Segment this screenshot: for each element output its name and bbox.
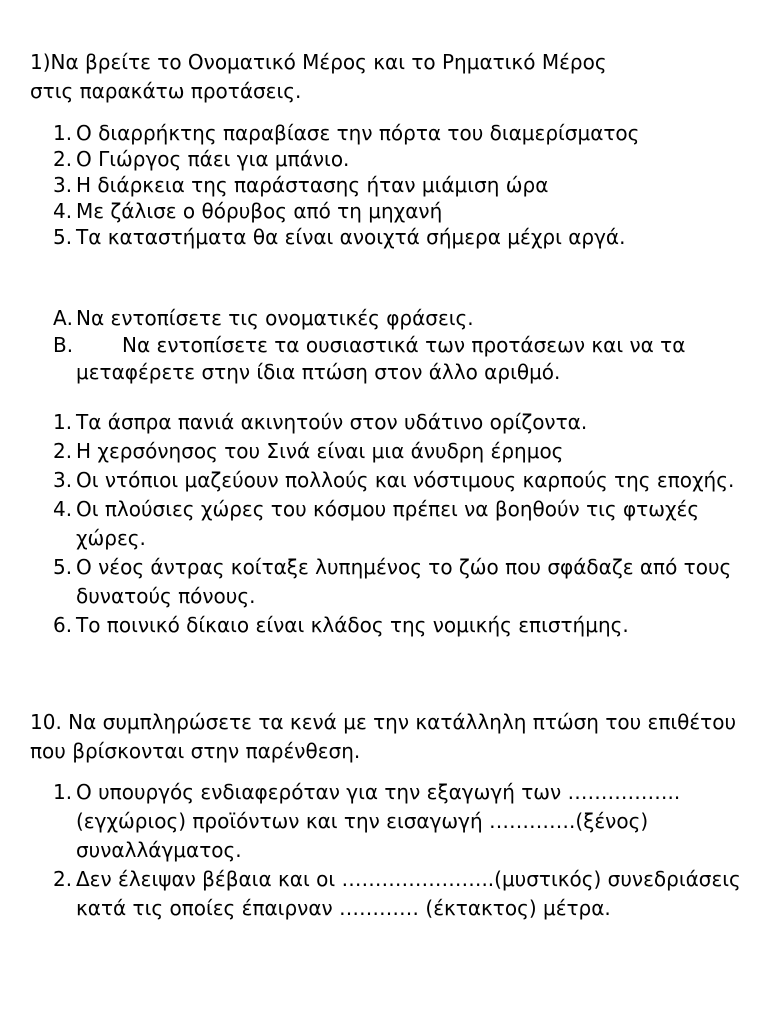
exercise-1-sentence-list: [53, 120, 745, 250]
list-item: [53, 611, 745, 640]
task-b-text: Να εντοπίσετε τα ουσιαστικά των προτάσεων και να τα μεταφέρετε στην ίδια πτώση στον άλλο αριθμό.: [76, 333, 686, 384]
item-number: 3.: [53, 173, 73, 197]
list-item: [53, 120, 745, 146]
task-a-letter: Α.: [53, 306, 74, 330]
exercise-1-instruction-line2: στις παρακάτω προτάσεις.: [30, 79, 302, 103]
item-number: 1.: [53, 410, 73, 434]
list-item: [53, 466, 745, 495]
item-number: 2.: [53, 867, 73, 891]
list-item: [53, 865, 745, 923]
list-item: [53, 146, 745, 172]
item-number: 3.: [53, 468, 73, 492]
item-text: Οι ντόπιοι μαζεύουν πολλούς και νόστιμους καρπούς της εποχής.: [76, 468, 735, 492]
item-text: Ο Γιώργος πάει για μπάνιο.: [76, 147, 350, 171]
exercise-3-instruction: 10. Να συμπληρώσετε τα κενά με την κατάλληλη πτώση του επιθέτου που βρίσκονται στην παρένθεση.: [30, 710, 737, 763]
task-a-text: Να εντοπίσετε τις ονοματικές φράσεις.: [76, 306, 474, 330]
list-item: [53, 198, 745, 224]
item-number: 4.: [53, 199, 73, 223]
exercise-2-sentence-list: [53, 408, 745, 640]
exercise-3-sentence-list: [53, 778, 745, 923]
item-text: Δεν έλειψαν βέβαια και οι …………………..(μυστικός) συνεδριάσεις κατά τις οποίες έπαιρναν ………… (έκτακτος) μέτρα.: [76, 867, 741, 920]
item-text: Ο διαρρήκτης παραβίασε την πόρτα του διαμερίσματος: [76, 121, 640, 145]
item-number: 5.: [53, 555, 73, 579]
item-text: Η διάρκεια της παράστασης ήταν μιάμιση ώρα: [76, 173, 549, 197]
item-text: Ο υπουργός ενδιαφερόταν για την εξαγωγή των ……………..(εγχώριος) προϊόντων και την εισαγωγή ………….(ξένος) συναλλάγματος.: [76, 780, 681, 862]
item-text: Με ζάλισε ο θόρυβος από τη μηχανή: [76, 199, 443, 223]
exercise-1-instruction-line1: 1)Να βρείτε το Ονοματικό Μέρος και το Ρηματικό Μέρος: [30, 50, 607, 74]
item-text: Τα άσπρα πανιά ακινητούν στον υδάτινο ορίζοντα.: [76, 410, 588, 434]
list-item: [53, 172, 745, 198]
task-b-letter: Β.: [53, 333, 74, 357]
item-text: Οι πλούσιες χώρες του κόσμου πρέπει να βοηθούν τις φτωχές χώρες.: [76, 497, 700, 550]
list-item: [53, 437, 745, 466]
list-item: [53, 778, 745, 865]
item-text: Το ποινικό δίκαιο είναι κλάδος της νομικής επιστήμης.: [76, 613, 629, 637]
item-number: 1.: [53, 780, 73, 804]
item-number: 5.: [53, 225, 73, 249]
item-number: 6.: [53, 613, 73, 637]
item-number: 2.: [53, 439, 73, 463]
list-item: [53, 553, 745, 611]
task-a: [53, 305, 745, 332]
item-text: Η χερσόνησος του Σινά είναι μια άνυδρη έρημος: [76, 439, 564, 463]
item-number: 1.: [53, 121, 73, 145]
list-item: [53, 408, 745, 437]
list-item: [53, 495, 745, 553]
item-text: Τα καταστήματα θα είναι ανοιχτά σήμερα μέχρι αργά.: [76, 225, 626, 249]
exercise-1-instruction: [30, 48, 745, 106]
list-item: [53, 224, 745, 250]
item-number: 2.: [53, 147, 73, 171]
exercise-2-tasks: [53, 305, 745, 386]
task-b: [53, 332, 745, 386]
item-number: 4.: [53, 497, 73, 521]
item-text: Ο νέος άντρας κοίταξε λυπημένος το ζώο που σφάδαζε από τους δυνατούς πόνους.: [76, 555, 732, 608]
